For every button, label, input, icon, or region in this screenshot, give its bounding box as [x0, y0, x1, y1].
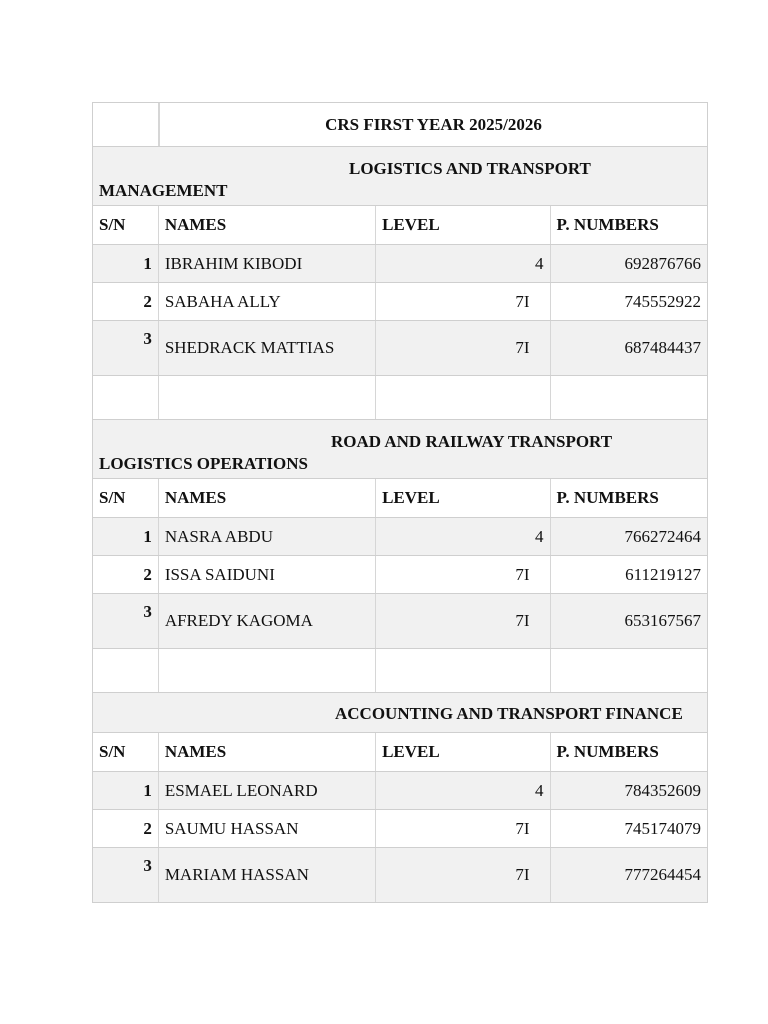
row-name: ESMAEL LEONARD [159, 772, 376, 809]
row-phone: 653167567 [624, 611, 701, 630]
row-sn: 1 [93, 245, 159, 282]
row-name: AFREDY KAGOMA [159, 594, 376, 648]
row-level: 7I [376, 848, 550, 902]
row-name: SHEDRACK MATTIAS [159, 321, 376, 375]
col-level-header: LEVEL [376, 733, 550, 771]
row-phone: 611219127 [625, 564, 701, 584]
column-header-row [93, 733, 707, 772]
blank-cell [551, 649, 707, 692]
blank-row [93, 376, 707, 420]
row-level: 7I [376, 321, 550, 375]
col-sn-header: S/N [93, 206, 159, 244]
row-sn: 3 [93, 321, 159, 375]
row-name: IBRAHIM KIBODI [159, 245, 376, 282]
row-level: 7I [376, 810, 550, 847]
blank-cell [159, 649, 376, 692]
section-heading-line1: ACCOUNTING AND TRANSPORT FINANCE [335, 704, 683, 723]
row-name: ISSA SAIDUNI [159, 556, 376, 593]
table-row [93, 245, 707, 283]
row-level: 4 [376, 245, 550, 282]
table-row [93, 772, 707, 810]
row-sn: 2 [93, 556, 159, 593]
registration-table [92, 102, 708, 903]
col-level-header: LEVEL [376, 479, 550, 517]
row-sn: 1 [93, 772, 159, 809]
blank-cell [159, 376, 376, 419]
table-row [93, 848, 707, 903]
document-page [92, 102, 708, 903]
row-level: 4 [376, 518, 550, 555]
blank-cell [93, 649, 159, 692]
row-phone: 777264454 [624, 865, 701, 884]
title-row [93, 103, 707, 147]
col-phone-header: P. NUMBERS [556, 742, 659, 761]
blank-cell [551, 376, 707, 419]
row-name: SABAHA ALLY [159, 283, 376, 320]
col-phone-header: P. NUMBERS [556, 488, 659, 507]
col-names-header: NAMES [159, 733, 376, 771]
col-sn-header: S/N [93, 733, 159, 771]
section-heading-line1: ROAD AND RAILWAY TRANSPORT [331, 432, 613, 451]
table-row [93, 810, 707, 848]
blank-cell [93, 376, 159, 419]
row-phone: 692876766 [624, 253, 701, 273]
section-heading [93, 693, 707, 733]
blank-row [93, 649, 707, 693]
row-sn: 3 [93, 594, 159, 648]
table-row [93, 321, 707, 376]
table-row [93, 594, 707, 649]
row-phone: 687484437 [624, 338, 701, 357]
row-level: 7I [376, 594, 550, 648]
row-sn: 1 [93, 518, 159, 555]
col-level-header: LEVEL [376, 206, 550, 244]
col-names-header: NAMES [159, 206, 376, 244]
row-name: SAUMU HASSAN [159, 810, 376, 847]
section-heading-line1: LOGISTICS AND TRANSPORT [349, 159, 591, 178]
col-phone-header: P. NUMBERS [556, 215, 659, 234]
blank-cell [376, 376, 550, 419]
column-header-row [93, 206, 707, 245]
section-heading [93, 420, 707, 479]
row-sn: 3 [93, 848, 159, 902]
title-spacer-cell [93, 103, 159, 146]
row-sn: 2 [93, 810, 159, 847]
row-phone: 766272464 [624, 526, 701, 546]
row-level: 7I [376, 556, 550, 593]
blank-cell [376, 649, 550, 692]
section-heading-line2: LOGISTICS OPERATIONS [99, 454, 308, 473]
row-name: NASRA ABDU [159, 518, 376, 555]
row-phone: 745174079 [624, 818, 701, 838]
row-name: MARIAM HASSAN [159, 848, 376, 902]
column-header-row [93, 479, 707, 518]
table-row [93, 556, 707, 594]
row-sn: 2 [93, 283, 159, 320]
row-phone: 784352609 [624, 780, 701, 800]
row-level: 4 [376, 772, 550, 809]
table-row [93, 518, 707, 556]
section-heading-line2: MANAGEMENT [99, 181, 228, 200]
row-phone: 745552922 [624, 291, 701, 311]
section-heading [93, 147, 707, 206]
document-title: CRS FIRST YEAR 2025/2026 [159, 103, 707, 146]
table-row [93, 283, 707, 321]
row-level: 7I [376, 283, 550, 320]
col-names-header: NAMES [159, 479, 376, 517]
col-sn-header: S/N [93, 479, 159, 517]
